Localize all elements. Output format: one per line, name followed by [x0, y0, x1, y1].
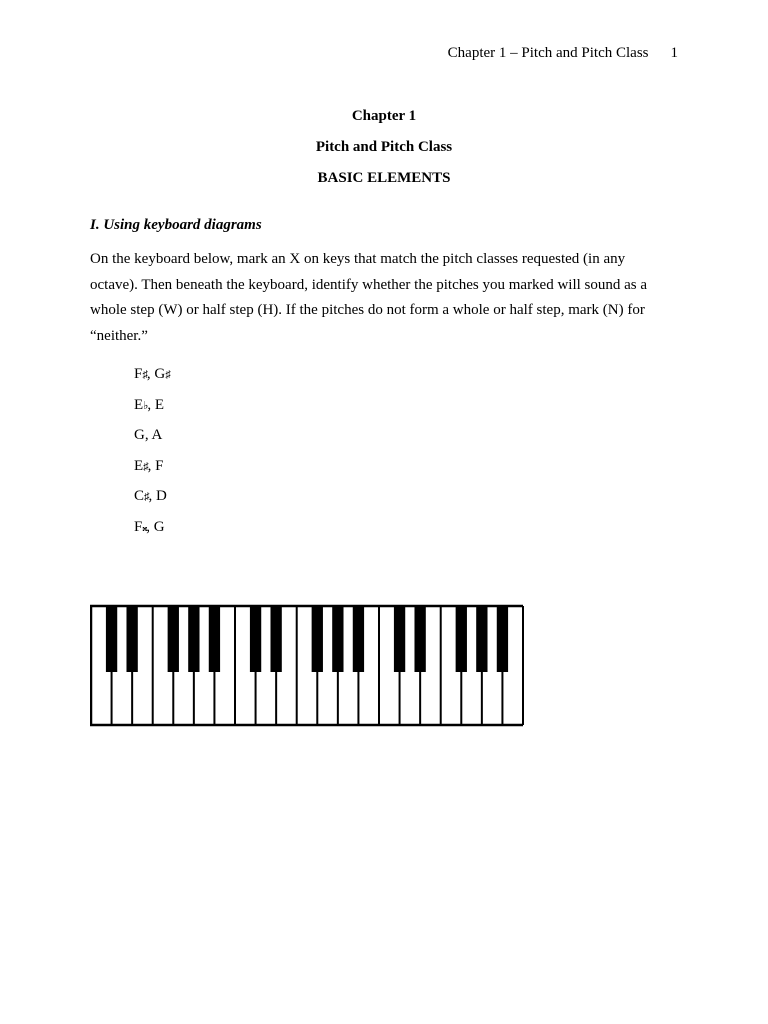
section-group-title: BASIC ELEMENTS — [317, 170, 451, 186]
pitch-pair: G, A — [134, 427, 163, 444]
black-key[interactable] — [312, 606, 323, 672]
black-key[interactable] — [188, 606, 199, 672]
chapter-title: Chapter 1 — [351, 108, 417, 124]
instructions-paragraph: On the keyboard below, mark an X on keys that match the pitch classes requested (in any octave). Then beneath the keyboard, identify whether the pitches you marked will sound as a whole step (W) or half step (H). If the pitches do not form a whole or half step, mark (N) for “neither.” — [90, 251, 648, 344]
pitch-pair: E♯, F — [134, 457, 164, 474]
running-header — [448, 45, 678, 62]
black-key[interactable] — [476, 606, 487, 672]
black-key[interactable] — [250, 606, 261, 672]
page-number: 1 — [670, 45, 678, 61]
chapter-subtitle: Pitch and Pitch Class — [315, 139, 453, 155]
black-key[interactable] — [106, 606, 117, 672]
black-key[interactable] — [332, 606, 343, 672]
black-key[interactable] — [126, 606, 137, 672]
black-key[interactable] — [394, 606, 405, 672]
black-key[interactable] — [497, 606, 508, 672]
section-heading: I. Using keyboard diagrams — [90, 217, 262, 233]
pitch-pair: C♯, D — [134, 488, 167, 505]
black-key[interactable] — [456, 606, 467, 672]
black-key[interactable] — [270, 606, 281, 672]
black-key[interactable] — [414, 606, 425, 672]
pitch-pair: F♯, G♯ — [134, 366, 170, 382]
black-key[interactable] — [209, 606, 220, 672]
pitch-pair: E♭, E — [134, 396, 165, 413]
running-title: Chapter 1 – Pitch and Pitch Class — [447, 45, 649, 61]
pitch-pair-list — [134, 365, 170, 549]
piano-keyboard-diagram — [90, 604, 526, 728]
pitch-pair: F𝄪, G — [134, 518, 165, 535]
black-key[interactable] — [353, 606, 364, 672]
black-key[interactable] — [168, 606, 179, 672]
